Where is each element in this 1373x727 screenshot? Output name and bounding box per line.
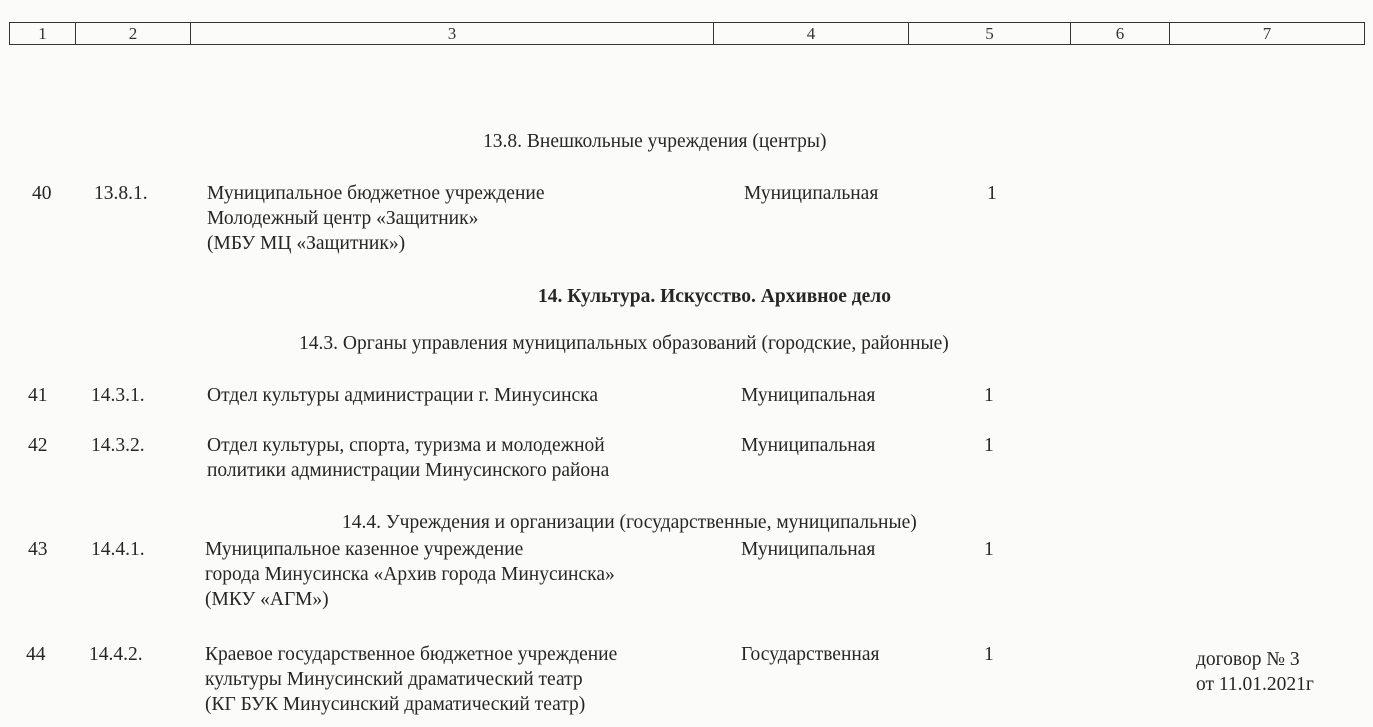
row-note-line: от 11.01.2021г	[1196, 674, 1314, 695]
row-count: 1	[984, 644, 994, 665]
row-ownership: Муниципальная	[741, 435, 876, 456]
row-ownership: Муниципальная	[741, 539, 876, 560]
row-code: 14.4.2.	[89, 644, 143, 665]
row-number: 40	[32, 183, 52, 204]
row-name-line: Муниципальное бюджетное учреждение	[207, 183, 545, 204]
row-name-line: (МБУ МЦ «Защитник»)	[207, 233, 406, 254]
row-name-line: Отдел культуры администрации г. Минусинска	[207, 385, 598, 406]
row-number: 43	[28, 539, 48, 560]
row-count: 1	[987, 183, 997, 204]
row-count: 1	[984, 539, 994, 560]
header-col-1: 1	[10, 23, 76, 44]
row-count: 1	[984, 435, 994, 456]
section-heading-14-3: 14.3. Органы управления муниципальных образований (городские, районные)	[299, 333, 949, 354]
row-name-line: Отдел культуры, спорта, туризма и молодежной	[207, 435, 605, 456]
row-note-line: договор № 3	[1196, 649, 1300, 670]
row-count: 1	[984, 385, 994, 406]
header-col-3: 3	[191, 23, 714, 44]
header-col-2: 2	[76, 23, 191, 44]
row-code: 14.4.1.	[91, 539, 145, 560]
row-name-line: Краевое государственное бюджетное учреждение	[205, 644, 618, 665]
section-heading-14: 14. Культура. Искусство. Архивное дело	[538, 286, 891, 307]
header-col-7: 7	[1262, 24, 1272, 43]
row-ownership: Государственная	[741, 644, 880, 665]
row-number: 41	[28, 385, 48, 406]
row-code: 14.3.1.	[91, 385, 145, 406]
header-col-4: 4	[714, 23, 909, 44]
row-name-line: города Минусинска «Архив города Минусинска»	[205, 564, 615, 585]
header-col-5: 5	[909, 23, 1071, 44]
row-name-line: Молодежный центр «Защитник»	[207, 208, 479, 229]
row-name-line: культуры Минусинский драматический театр	[205, 669, 583, 690]
row-ownership: Муниципальная	[741, 385, 876, 406]
column-number-header	[9, 22, 1365, 45]
header-col-6: 6	[1071, 23, 1170, 44]
row-ownership: Муниципальная	[744, 183, 879, 204]
row-name-line: политики администрации Минусинского района	[207, 460, 610, 481]
row-code: 14.3.2.	[91, 435, 145, 456]
section-heading-13-8: 13.8. Внешкольные учреждения (центры)	[483, 131, 827, 152]
row-name-line: (КГ БУК Минусинский драматический театр)	[205, 694, 586, 715]
row-code: 13.8.1.	[94, 183, 148, 204]
row-name-line: Муниципальное казенное учреждение	[205, 539, 524, 560]
row-number: 44	[26, 644, 46, 665]
section-heading-14-4: 14.4. Учреждения и организации (государственные, муниципальные)	[342, 512, 917, 533]
row-name-line: (МКУ «АГМ»)	[205, 589, 329, 610]
row-number: 42	[28, 435, 48, 456]
